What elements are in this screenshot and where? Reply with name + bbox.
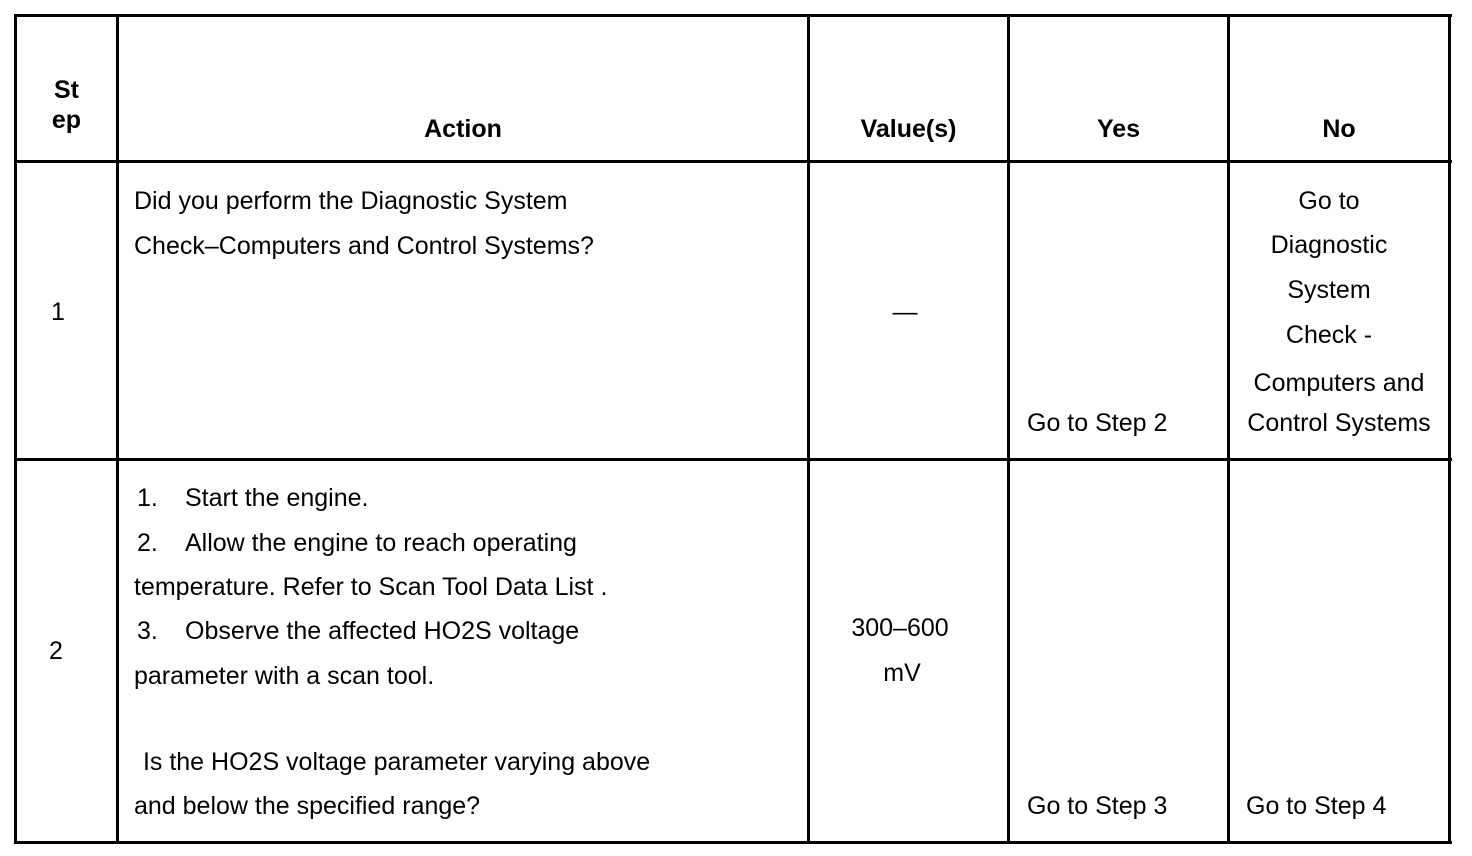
row2-step: 2: [49, 637, 63, 665]
row1-action-line2: Check–Computers and Control Systems?: [134, 232, 594, 260]
header-action: Action: [424, 115, 502, 143]
row2-action-item1: [137, 483, 368, 513]
header-yes: Yes: [1096, 115, 1141, 143]
table-border-left: [14, 14, 17, 844]
row1-no-line5: Computers and: [1253, 369, 1425, 397]
row-divider: [14, 458, 1452, 461]
table-border-bottom: [14, 841, 1452, 844]
header-step: [17, 75, 116, 135]
row2-yes: Go to Step 3: [1027, 792, 1168, 820]
row1-value: —: [892, 298, 918, 326]
row2-no: Go to Step 4: [1246, 792, 1387, 820]
table-border-top: [14, 14, 1452, 17]
row2-value-line1: 300–600: [851, 614, 949, 642]
row2-action-item3-text: Observe the affected HO2S voltage: [185, 617, 580, 645]
row1-no-line2: Diagnostic: [1270, 231, 1388, 259]
header-divider: [14, 160, 1452, 163]
header-step-line2: ep: [51, 106, 82, 134]
row2-action-item3-continuation: parameter with a scan tool.: [134, 662, 435, 690]
row2-action-item1-number: 1.: [137, 484, 158, 512]
row2-action-item3: [137, 616, 579, 646]
row1-no-line4: Check -: [1285, 321, 1373, 349]
row2-action-item2-text: Allow the engine to reach operating: [185, 529, 577, 557]
row2-question-line1: Is the HO2S voltage parameter varying above: [136, 748, 651, 776]
row2-action-item2-continuation: temperature. Refer to Scan Tool Data List .: [134, 573, 608, 601]
header-values: Value(s): [860, 115, 957, 143]
row1-no-line6: Control Systems: [1247, 409, 1431, 437]
row2-action-item2: [137, 528, 577, 558]
row2-action-item3-number: 3.: [137, 617, 158, 645]
row2-action-item2-number: 2.: [137, 529, 158, 557]
table-border-right: [1448, 14, 1451, 844]
header-step-line1: St: [54, 76, 79, 104]
row1-action-line1: Did you perform the Diagnostic System: [134, 187, 568, 215]
header-no: No: [1322, 115, 1356, 143]
row1-no-line1: Go to: [1298, 187, 1360, 215]
row1-yes: Go to Step 2: [1027, 409, 1168, 437]
row1-no-line3: System: [1287, 276, 1371, 304]
row2-value-line2: mV: [883, 659, 921, 687]
row1-step: 1: [51, 298, 65, 326]
row2-question-line2: and below the specified range?: [134, 792, 481, 820]
row2-action-item1-text: Start the engine.: [185, 484, 369, 512]
